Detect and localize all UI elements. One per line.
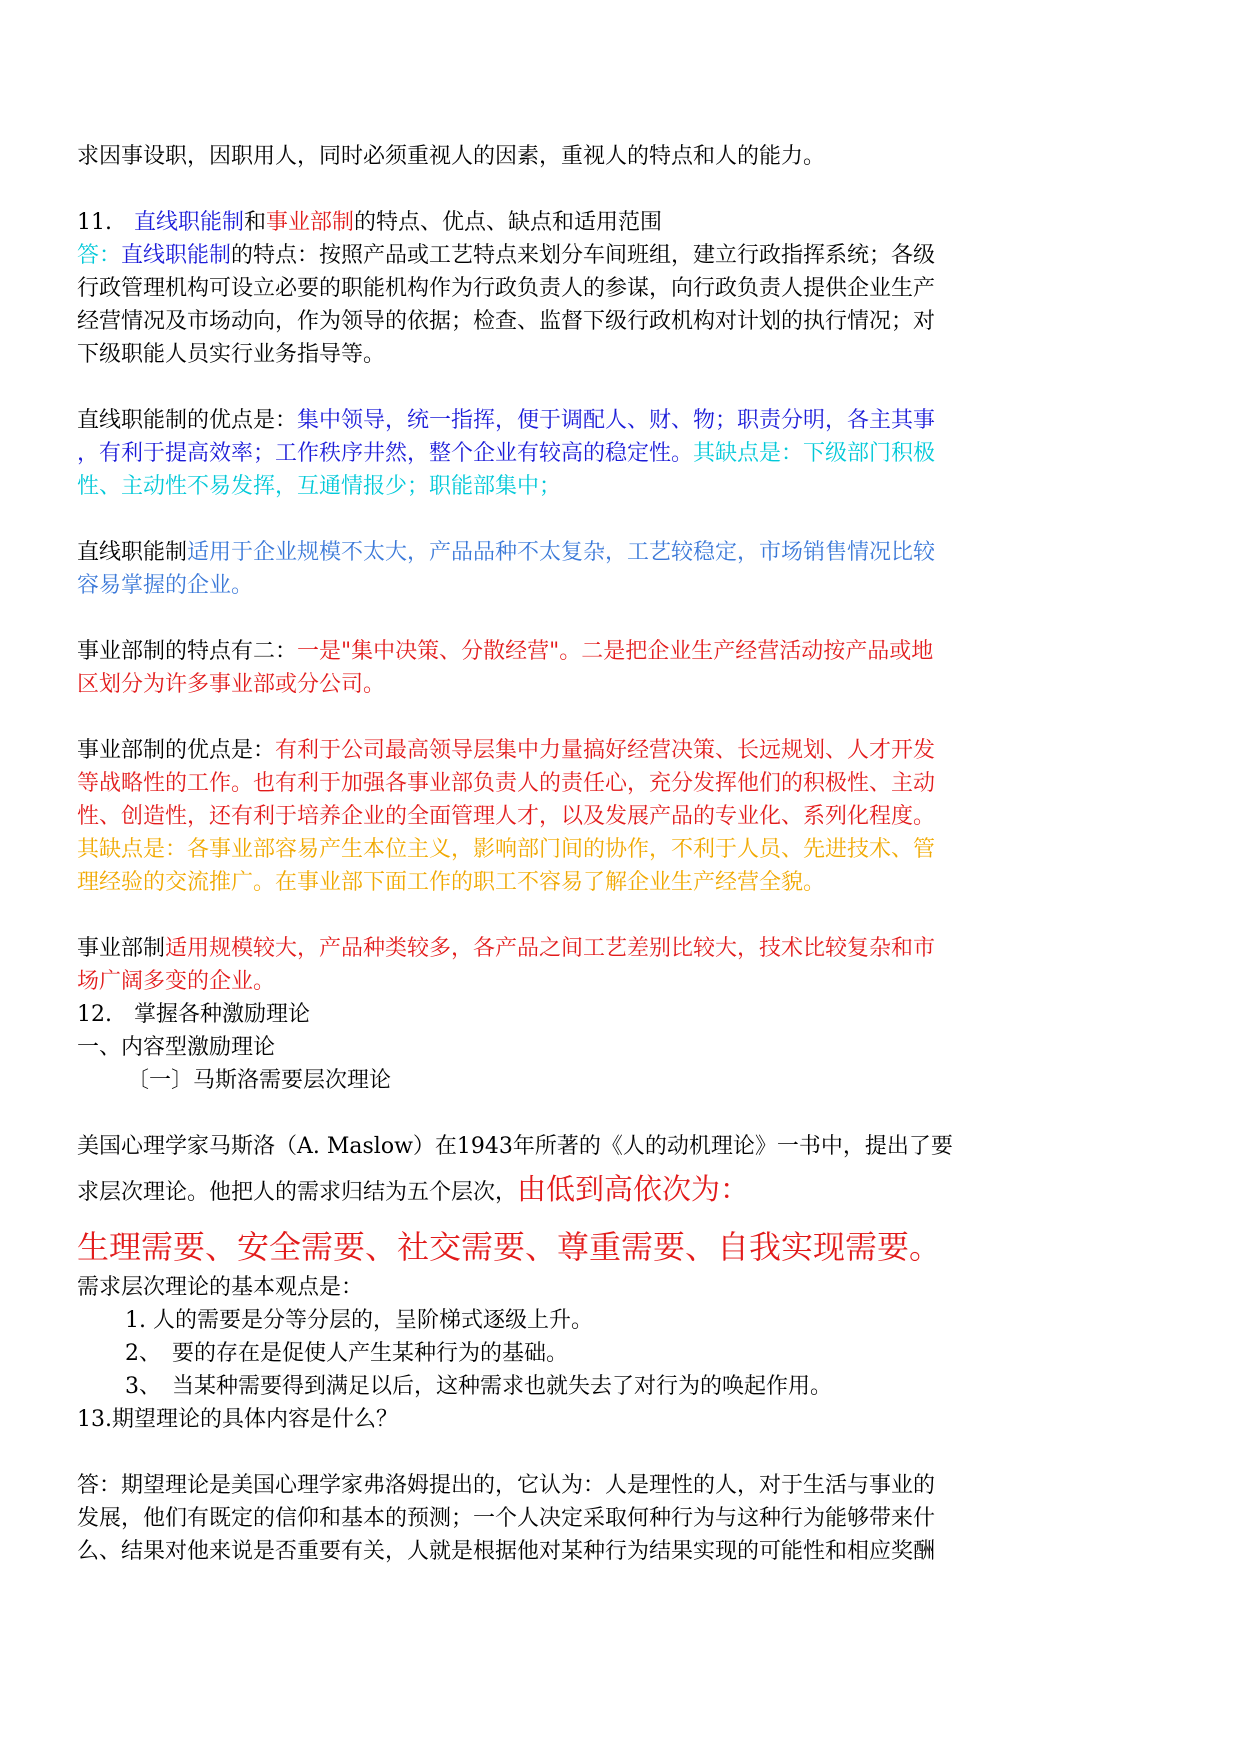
list-item: 3、 当某种需要得到满足以后，这种需求也就失去了对行为的唤起作用。: [125, 1374, 832, 1399]
scope-line-function-2: 容易掌握的企业。: [77, 573, 254, 598]
text: ，有利于提高效率；工作秩序井然，整个企业有较高的稳定性。: [77, 441, 694, 466]
disadvantages-text: 其缺点是：下级部门积极: [693, 441, 936, 466]
label: 事业部制: [77, 936, 166, 961]
question-number: 11.: [77, 210, 134, 235]
scope-line-function-1: [77, 536, 1067, 569]
text-line: 求因事设职，因职用人，同时必须重视人的因素，重视人的特点和人的能力。: [77, 144, 826, 169]
list-item: 1. 人的需要是分等分层的，呈阶梯式逐级上升。: [125, 1308, 593, 1333]
basic-view-heading: 需求层次理论的基本观点是：: [77, 1275, 364, 1300]
answer-13-line: 发展，他们有既定的信仰和基本的预测；一个人决定采取何种行为与这种行为能够带来什: [77, 1506, 936, 1531]
text: 求层次理论。他把人的需求归结为五个层次，: [77, 1180, 518, 1205]
question-12: 12. 掌握各种激励理论: [77, 1002, 310, 1027]
text: 有利于公司最高领导层集中力量搞好经营决策、长远规划、人才开发: [275, 738, 936, 763]
list-item: 2、 要的存在是促使人产生某种行为的基础。: [125, 1341, 568, 1366]
text-line: 行政管理机构可设立必要的职能机构作为行政负责人的参谋，向行政负责人提供企业生产: [77, 276, 936, 301]
text: 适用规模较大，产品种类较多，各产品之间工艺差别比较大，技术比较复杂和市: [165, 936, 936, 961]
label: 事业部制的特点有二：: [77, 639, 298, 664]
question-13: 13.期望理论的具体内容是什么？: [77, 1407, 398, 1432]
label: 直线职能制: [77, 540, 188, 565]
disadvantages-line: 理经验的交流推广。在事业部下面工作的职工不容易了解企业生产经营全貌。: [77, 870, 826, 895]
label: 直线职能制的优点是：: [77, 408, 298, 433]
text-line: 下级职能人员实行业务指导等。: [77, 342, 386, 367]
division-features-1: [77, 635, 1067, 668]
text: 的特点：按照产品或工艺特点来划分车间班组，建立行政指挥系统；各级: [231, 243, 936, 268]
answer-13-line: 么、结果对他来说是否重要有关，人就是根据他对某种行为结果实现的可能性和相应奖酬: [77, 1539, 936, 1564]
text-line: 等战略性的工作。也有利于加强各事业部负责人的责任心，充分发挥他们的积极性、主动: [77, 771, 936, 796]
answer-13-line: 答：期望理论是美国心理学家弗洛姆提出的，它认为：人是理性的人，对于生活与事业的: [77, 1473, 936, 1498]
disadvantages-line: 性、主动性不易发挥，互通情报少；职能部集中；: [77, 474, 562, 499]
subsection-heading: 〔一〕马斯洛需要层次理论: [127, 1068, 392, 1093]
maslow-line-1: 美国心理学家马斯洛（A. Maslow）在1943年所著的《人的动机理论》一书中，提出了要: [77, 1134, 953, 1159]
text: 一是"集中决策、分散经营"。二是把企业生产经营活动按产品或地: [297, 639, 934, 664]
advantages-line-function-2: [77, 437, 1067, 470]
text: 集中领导，统一指挥，便于调配人、财、物；职责分明，各主其事: [297, 408, 936, 433]
maslow-line-2: [77, 1163, 1067, 1215]
emphasis-text: 由低到高依次为：: [517, 1172, 750, 1206]
text: 和: [244, 210, 267, 235]
text: 适用于企业规模不太大，产品品种不太复杂，工艺较稳定，市场销售情况比较: [187, 540, 936, 565]
term-line-function: 直线职能制: [121, 243, 232, 268]
answer-11-line1: [77, 239, 1067, 272]
answer-prefix: 答：: [77, 243, 122, 268]
section-heading: 一、内容型激励理论: [77, 1035, 276, 1060]
division-scope-1: [77, 932, 1067, 965]
term-line-function: 直线职能制: [134, 210, 245, 235]
label: 事业部制的优点是：: [77, 738, 276, 763]
advantages-line-function-1: [77, 404, 1067, 437]
disadvantages-line: 其缺点是：各事业部容易产生本位主义，影响部门间的协作，不利于人员、先进技术、管: [77, 837, 936, 862]
needs-hierarchy-line: 生理需要、安全需要、社交需要、尊重需要、自我实现需要。: [77, 1228, 942, 1266]
question-11: [77, 206, 1067, 239]
text-line: 性、创造性，还有利于培养企业的全面管理人才，以及发展产品的专业化、系列化程度。: [77, 804, 936, 829]
text: 的特点、优点、缺点和适用范围: [354, 210, 663, 235]
text-line: 经营情况及市场动向，作为领导的依据；检查、监督下级行政机构对计划的执行情况；对: [77, 309, 936, 334]
division-advantages-1: [77, 734, 1067, 767]
division-features-2: 区划分为许多事业部或分公司。: [77, 672, 386, 697]
division-scope-2: 场广阔多变的企业。: [77, 969, 276, 994]
document-page: [77, 140, 1067, 1568]
term-division: 事业部制: [266, 210, 355, 235]
